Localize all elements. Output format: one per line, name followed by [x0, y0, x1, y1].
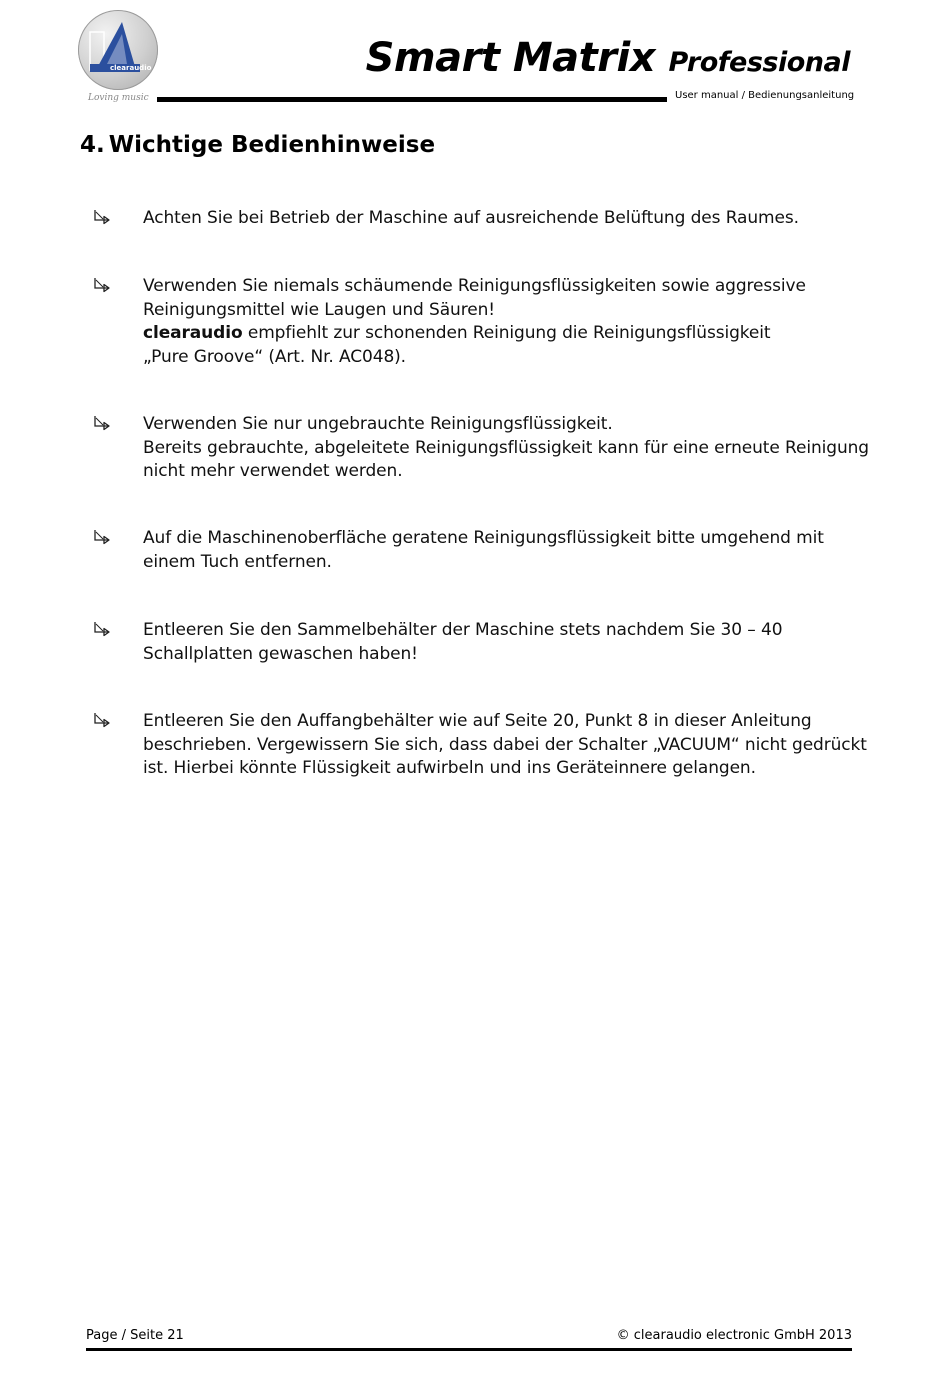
arrow-bullet-icon [92, 619, 114, 641]
text-line: ist. Hierbei könnte Flüssigkeit aufwirbeln und ins Geräteinnere gelangen. [143, 758, 756, 778]
text-line: Verwenden Sie niemals schäumende Reinigungsflüssigkeiten sowie aggressive [143, 276, 806, 296]
logo-emblem [78, 10, 158, 90]
list-item [92, 527, 872, 574]
text-line: einem Tuch entfernen. [143, 551, 332, 572]
arrow-bullet-icon [92, 207, 114, 229]
text-span: empfiehlt zur schonenden Reinigung die Reinigungsflüssigkeit [242, 323, 771, 343]
arrow-bullet-icon [92, 275, 114, 297]
arrow-bullet-icon [92, 527, 114, 549]
logo-tagline: Loving music [88, 93, 149, 103]
list-item [92, 710, 872, 781]
text-line: Reinigungsmittel wie Laugen und Säuren! [143, 299, 495, 320]
product-title [365, 35, 850, 81]
text-line: Entleeren Sie den Auffangbehälter wie auf Seite 20, Punkt 8 in dieser Anleitung [143, 711, 812, 731]
text-line: Bereits gebrauchte, abgeleitete Reinigungsflüssigkeit kann für eine erneute Reinigung [143, 437, 869, 458]
brand-name: clearaudio [143, 323, 243, 343]
footer-rule [86, 1348, 852, 1351]
list-item-text [143, 207, 872, 231]
product-title-main: Smart Matrix [365, 35, 656, 81]
manual-label: User manual / Bedienungsanleitung [675, 90, 855, 101]
header-rule [157, 97, 667, 102]
text-line: beschrieben. Vergewissern Sie sich, dass dabei der Schalter „VACUUM“ nicht gedrückt [143, 734, 867, 755]
text-line: nicht mehr verwendet werden. [143, 461, 403, 481]
section-heading [80, 132, 435, 158]
list-item [92, 413, 872, 484]
text-line: Auf die Maschinenoberfläche geratene Reinigungsflüssigkeit bitte umgehend mit [143, 528, 824, 548]
arrow-bullet-icon [92, 710, 114, 732]
clearaudio-logo [78, 10, 158, 106]
section-title: Wichtige Bedienhinweise [108, 132, 436, 158]
page-number: Page / Seite 21 [86, 1328, 184, 1343]
list-item-text [143, 275, 872, 369]
text-line: Achten Sie bei Betrieb der Maschine auf ausreichende Belüftung des Raumes. [143, 208, 799, 228]
copyright-notice: © clearaudio electronic GmbH 2013 [616, 1328, 852, 1343]
list-item-text [143, 710, 872, 781]
section-number: 4. [80, 132, 105, 158]
text-line: Schallplatten gewaschen haben! [143, 643, 418, 664]
list-item [92, 275, 872, 369]
text-line: Verwenden Sie nur ungebrauchte Reinigungsflüssigkeit. [143, 414, 613, 434]
list-item [92, 207, 872, 231]
text-line [143, 322, 872, 346]
list-item-text [143, 619, 872, 666]
text-line: „Pure Groove“ (Art. Nr. AC048). [143, 346, 406, 367]
text-line: Entleeren Sie den Sammelbehälter der Maschine stets nachdem Sie 30 – 40 [143, 620, 783, 640]
list-item-text [143, 527, 872, 574]
list-item-text [143, 413, 872, 484]
list-item [92, 619, 872, 666]
logo-wordmark: clearaudio [110, 64, 152, 72]
product-title-sub: Professional [668, 47, 850, 78]
arrow-bullet-icon [92, 413, 114, 435]
